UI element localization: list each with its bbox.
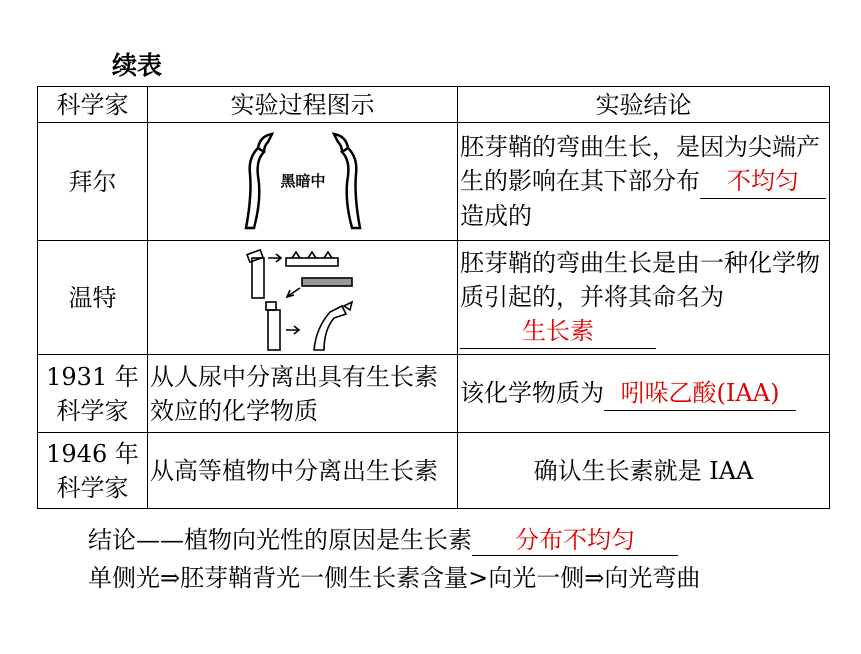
conclusion-text: 胚芽鞘的弯曲生长，是因为尖端产生的影响在其下部分布 <box>460 133 820 195</box>
conclusion-cell <box>458 355 830 433</box>
table-caption: 续表 <box>112 51 163 80</box>
went-experiment-figure <box>228 244 378 352</box>
table-header-row <box>38 87 830 123</box>
scientist-cell <box>38 433 148 509</box>
scientist-label: 科学家 <box>56 473 129 502</box>
process-cell: 从高等植物中分离出生长素 <box>148 433 458 509</box>
footer-mechanism: 单侧光⇒胚芽鞘背光一侧生长素含量>向光一侧⇒向光弯曲 <box>88 564 701 592</box>
bayliss-experiment-figure <box>228 128 378 236</box>
scientist-cell <box>38 355 148 433</box>
answer-blank: 不均匀 <box>700 164 826 199</box>
header-process: 实验过程图示 <box>148 87 458 123</box>
header-conclusion: 实验结论 <box>458 87 830 123</box>
footer-answer-blank: 分布不均匀 <box>472 520 678 556</box>
footer-text: 结论——植物向光性的原因是生长素 <box>88 526 472 554</box>
conclusion-cell: 确认生长素就是 IAA <box>458 433 830 509</box>
conclusion-tail: 造成的 <box>460 202 532 230</box>
darkness-label: 黑暗中 <box>279 171 326 190</box>
conclusion-text: 胚芽鞘的弯曲生长是由一种化学物质引起的，并将其命名为 <box>460 249 820 311</box>
footer-conclusion <box>88 520 678 556</box>
figure-cell <box>148 123 458 241</box>
table-row <box>38 241 830 355</box>
header-scientist: 科学家 <box>38 87 148 123</box>
scientist-cell: 温特 <box>38 241 148 355</box>
experiment-table <box>37 86 830 509</box>
answer-blank: 吲哚乙酸(IAA) <box>604 376 796 411</box>
process-cell: 从人尿中分离出具有生长素效应的化学物质 <box>148 355 458 433</box>
answer-blank: 生长素 <box>460 314 656 349</box>
table-row <box>38 123 830 241</box>
figure-cell <box>148 241 458 355</box>
table-row <box>38 355 830 433</box>
scientist-label: 科学家 <box>56 396 129 425</box>
conclusion-cell <box>458 241 830 355</box>
conclusion-text: 该化学物质为 <box>460 379 604 407</box>
conclusion-cell <box>458 123 830 241</box>
scientist-year: 1946 年 <box>46 439 139 468</box>
scientist-year: 1931 年 <box>46 362 139 391</box>
table-row <box>38 433 830 509</box>
scientist-cell: 拜尔 <box>38 123 148 241</box>
